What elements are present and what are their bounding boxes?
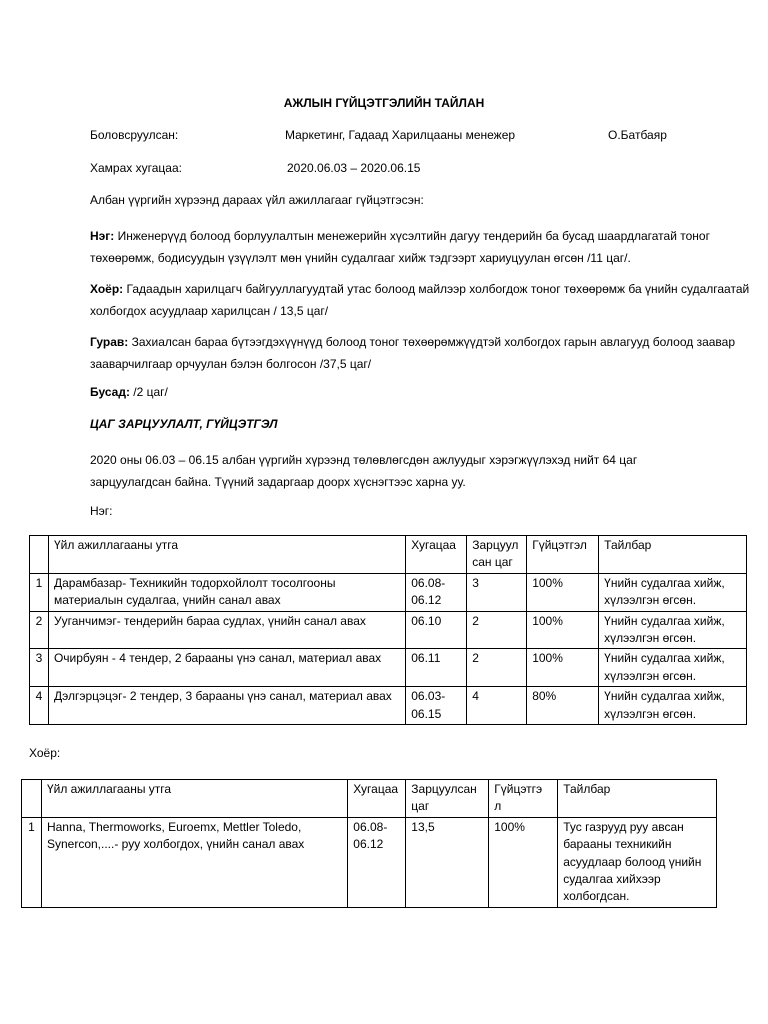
header-cell	[30, 536, 49, 574]
table1-caption: Нэг:	[90, 504, 113, 518]
table-cell: 2	[467, 649, 527, 687]
table-cell: Үнийн судалгаа хийж, хүлээлгэн өгсөн.	[599, 687, 747, 725]
table-cell: 80%	[527, 687, 599, 725]
header-cell: Тайлбар	[599, 536, 747, 574]
header-cell: Хугацаа	[348, 780, 406, 818]
table-cell: 100%	[527, 611, 599, 649]
header-cell: Үйл ажиллагааны утга	[48, 536, 405, 574]
header-cell: Зарцуулсан цаг	[406, 780, 489, 818]
header-cell: Гүйцэтгэл	[527, 536, 599, 574]
table-cell: 06.08-06.12	[406, 573, 467, 611]
item-text: Захиалсан бараа бүтээгдэхүүнүүд болоод тоног төхөөрөмжүүдтэй холбогдох гарын авлагууд болоод заавар зааварчилгаар орчуулан бэлэн болгосон /37,5 цаг/	[90, 335, 735, 371]
item-one	[90, 225, 750, 269]
summary-text: 2020 оны 06.03 – 06.15 албан үүргийн хүрээнд төлөвлөгсдөн ажлуудыг хэрэгжүүлэхэд нийт 64 цаг зарцуулагдсан байна. Түүний задаргаар доорх хүснэгтээс харна уу.	[90, 453, 638, 489]
period-value: 2020.06.03 – 2020.06.15	[287, 161, 421, 175]
intro-text: Албан үүргийн хүрээнд дараах үйл ажиллагааг гүйцэтгэсэн:	[90, 193, 424, 207]
table-row	[30, 649, 747, 687]
period-label: Хамрах хугацаа:	[90, 161, 182, 175]
header-cell: Хугацаа	[406, 536, 467, 574]
item-two	[90, 278, 750, 322]
prepared-label: Боловсруулсан:	[90, 128, 179, 142]
header-cell: Зарцуул сан цаг	[467, 536, 527, 574]
author-name: О.Батбаяр	[608, 128, 667, 142]
table-row	[30, 611, 747, 649]
item-text: Инженерүүд болоод борлуулалтын менежерийн хүсэлтийн дагуу тендерийн ба бусад шаардлагатай тоног төхөөрөмж, бодисуудын үзүүлэлт мөн үнийн судалгааг хийж тэдгээрт хариуцуулан өгсөн /11 цаг/.	[90, 229, 710, 265]
table2-caption: Хоёр:	[29, 746, 61, 760]
table-cell: Ууганчимэг- тендерийн бараа судлах, үнийн санал авах	[48, 611, 405, 649]
position-text: Маркетинг, Гадаад Харилцааны менежер	[285, 128, 516, 142]
table-row	[30, 573, 747, 611]
table-cell: 100%	[489, 817, 558, 907]
table-header-row	[30, 536, 747, 574]
item-label: Хоёр:	[90, 282, 124, 296]
table-row	[22, 817, 717, 907]
table-cell: Үнийн судалгаа хийж, хүлээлгэн өгсөн.	[599, 611, 747, 649]
table-cell: 3	[467, 573, 527, 611]
item-text: Гадаадын харилцагч байгууллагуудтай утас болоод майлээр холбогдож тоног төхөөрөмж ба үнийн судалгаатай холбогдох асуудлаар харилцсан / 13,5 цаг/	[90, 282, 750, 318]
table-cell: 1	[30, 573, 49, 611]
table-cell: Очирбуян - 4 тендер, 2 барааны үнэ санал, материал авах	[48, 649, 405, 687]
table-cell: 100%	[527, 649, 599, 687]
table-row	[30, 687, 747, 725]
item-three	[90, 331, 750, 375]
item-text: /2 цаг/	[129, 385, 168, 399]
header-cell: Тайлбар	[558, 780, 717, 818]
table-cell: 4	[30, 687, 49, 725]
section-heading: ЦАГ ЗАРЦУУЛАЛТ, ГҮЙЦЭТГЭЛ	[90, 417, 278, 431]
table-cell: 1	[22, 817, 42, 907]
table-cell: 13,5	[406, 817, 489, 907]
table-one	[29, 535, 747, 725]
item-label: Бусад:	[90, 385, 130, 399]
table-cell: Үнийн судалгаа хийж, хүлээлгэн өгсөн.	[599, 649, 747, 687]
table-two	[21, 779, 717, 908]
table-cell: 100%	[527, 573, 599, 611]
table-cell: Тус газрууд руу авсан барааны техникийн асуудлаар болоод үнийн судалгаа хийхээр холбогдсан.	[558, 817, 717, 907]
table-cell: Дэлгэрцэцэг- 2 тендер, 3 барааны үнэ санал, материал авах	[48, 687, 405, 725]
table-cell: 06.08-06.12	[348, 817, 406, 907]
table-cell: 2	[467, 611, 527, 649]
header-cell: Үйл ажиллагааны утга	[41, 780, 347, 818]
item-label: Нэг:	[90, 229, 115, 243]
table-cell: 4	[467, 687, 527, 725]
page-title: АЖЛЫН ГҮЙЦЭТГЭЛИЙН ТАЙЛАН	[283, 96, 485, 110]
table-cell: Үнийн судалгаа хийж, хүлээлгэн өгсөн.	[599, 573, 747, 611]
table-cell: 2	[30, 611, 49, 649]
header-cell	[22, 780, 42, 818]
table-cell: 06.03-06.15	[406, 687, 467, 725]
table-cell: 06.10	[406, 611, 467, 649]
table-cell: 3	[30, 649, 49, 687]
table-cell: 06.11	[406, 649, 467, 687]
item-label: Гурав:	[90, 335, 129, 349]
item-other	[90, 384, 168, 401]
table-cell: Hanna, Thermoworks, Euroemx, Mettler Toledo, Synercon,....- руу холбогдох, үнийн санал авах	[41, 817, 347, 907]
table-cell: Дарамбазар- Техникийн тодорхойлолт тосолгооны материалын судалгаа, үнийн санал авах	[48, 573, 405, 611]
table-header-row	[22, 780, 717, 818]
header-cell: Гүйцэтгэ л	[489, 780, 558, 818]
